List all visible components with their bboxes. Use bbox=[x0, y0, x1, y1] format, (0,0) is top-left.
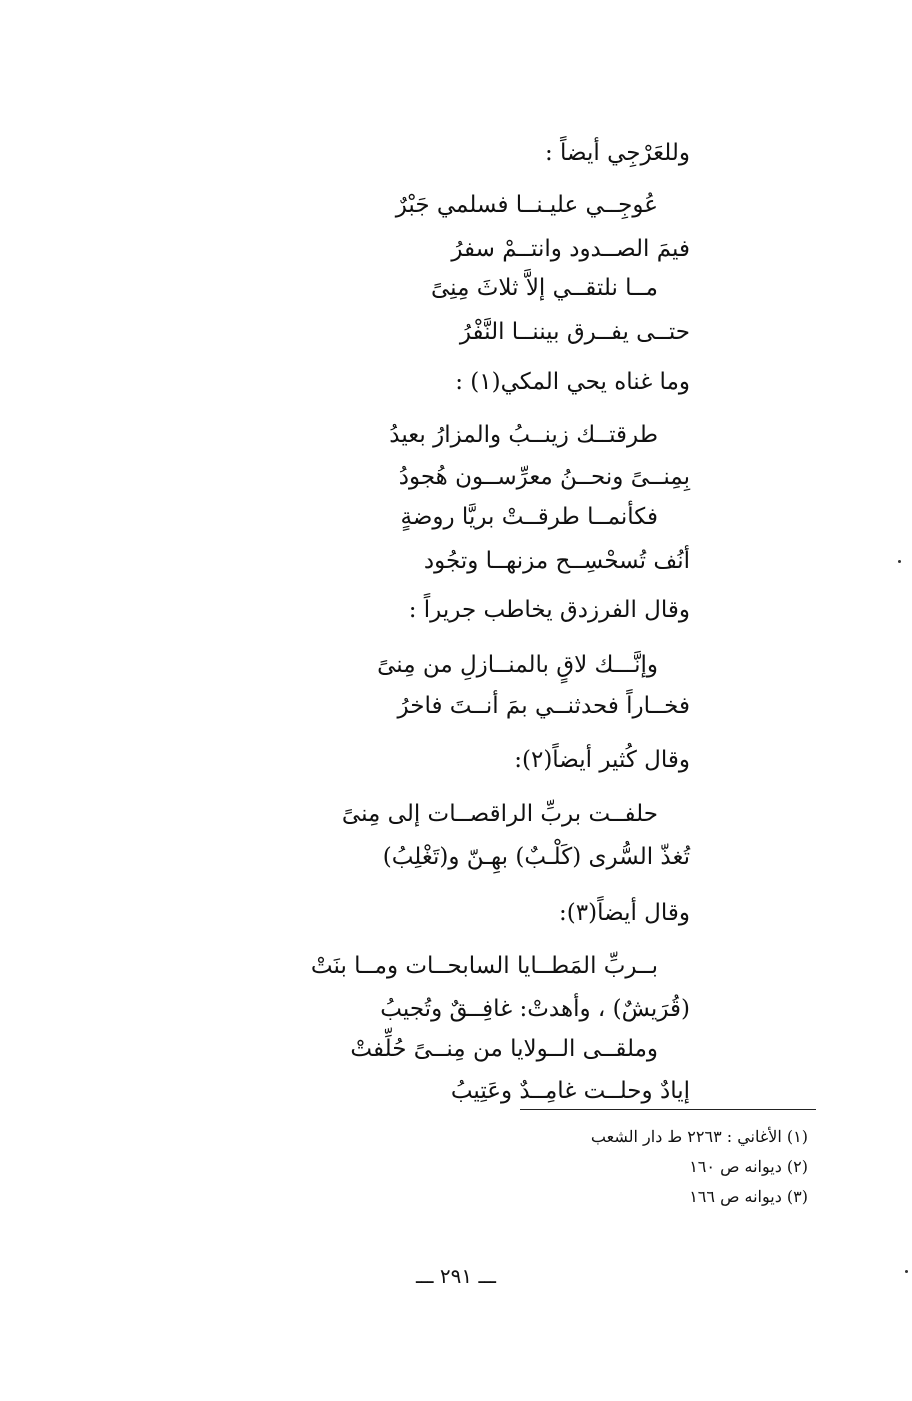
verse-line: وإنَّـــك لاقٍ بالمنــازلِ من مِنىً bbox=[377, 652, 658, 678]
poem-intro: وما غناه يحي المكي(١) : bbox=[455, 369, 690, 395]
footnote: (٢) ديوانه ص ١٦٠ bbox=[689, 1157, 808, 1176]
verse-line: فيمَ الصــدود وانتــمْ سفرُ bbox=[451, 236, 690, 262]
poem-intro: وقال أيضاً(٣): bbox=[559, 900, 690, 926]
verse-line: إيادٌ وحلــت غامِــدٌ وعَتِيبُ bbox=[450, 1078, 690, 1104]
verse-line: بِمِنــىً ونحــنُ معرِّســون هُجودُ bbox=[398, 464, 690, 490]
verse-line: وملقــى الــولايا من مِنــىً حُلِّفتْ bbox=[350, 1036, 658, 1062]
verse-line: حلفــت بربِّ الراقصــات إلى مِنىً bbox=[341, 801, 658, 827]
verse-line: مــا نلتقــي إلاَّ ثلاثَ مِنِىً bbox=[430, 275, 658, 301]
verse-line: (قُرَيشٌ) ، وأهدتْ: غافِــقٌ وتُجيبُ bbox=[380, 996, 690, 1022]
verse-line: بــربِّ المَطــايا السابحــات ومــا بنَتْ bbox=[310, 953, 658, 979]
verse-line: أنُف تُسحْسِــح مزنهــا وتجُود bbox=[423, 548, 690, 574]
poem-intro: وقال كُثير أيضاً(٢): bbox=[514, 747, 690, 773]
verse-line: فخــاراً فحدثنــي بمَ أنــتَ فاخرُ bbox=[397, 693, 690, 719]
verse-line: فكأنمــا طرقــتْ بريَّا روضةٍ bbox=[400, 504, 658, 530]
footnote: (١) الأغاني : ٢٢٦٣ ط دار الشعب bbox=[590, 1127, 808, 1146]
poem-intro: وقال الفرزدق يخاطب جريراً : bbox=[408, 597, 690, 623]
scan-speck bbox=[905, 1270, 908, 1273]
footnote: (٣) ديوانه ص ١٦٦ bbox=[689, 1187, 808, 1206]
poem-intro: وللعَرْجِي أيضاً : bbox=[544, 140, 690, 166]
verse-line: تُغذّ السُّرى (كَلْـبٌ) بهِـنّ و(تَغْلِبُ) bbox=[382, 844, 690, 870]
page-number: ـــ ٢٩١ ـــ bbox=[415, 1264, 497, 1288]
footnote-divider bbox=[520, 1109, 816, 1110]
verse-line: حتــى يفــرق بيننــا النَّفْرُ bbox=[459, 319, 690, 345]
verse-line: عُوجِــي عليـنــا فسلمي جَبْرٌ bbox=[395, 192, 658, 218]
scan-speck bbox=[898, 560, 901, 563]
verse-line: طرقتــك زينــبُ والمزارُ بعيدُ bbox=[389, 422, 658, 448]
